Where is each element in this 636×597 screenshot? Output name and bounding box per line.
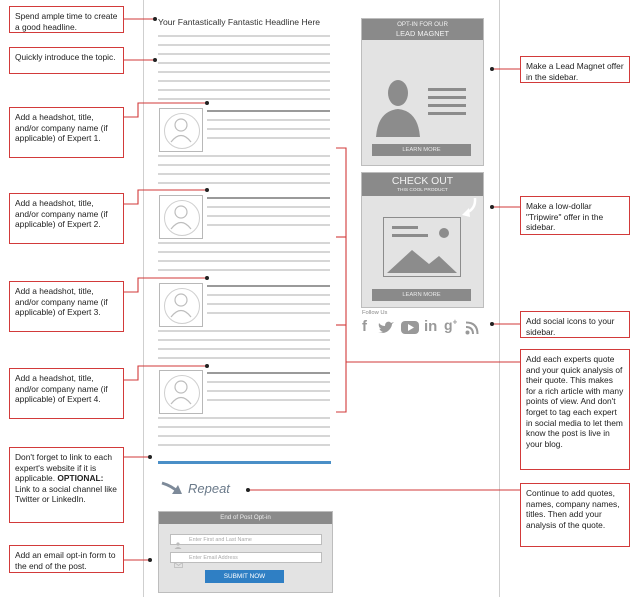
- page-headline: Your Fantastically Fantastic Headline Here: [158, 17, 321, 27]
- callout-optional-text: Link to a social channel like Twitter or LinkedIn.: [15, 483, 117, 505]
- callout-link-text: Don't forget to link to each expert's website if it is applicable.: [15, 452, 113, 484]
- callout-expert-1: Add a headshot, title, and/or company name (if applicable) of Expert 1.: [9, 107, 124, 158]
- optin-form-title: End of Post Opt-in: [159, 512, 332, 524]
- callout-optional-label: OPTIONAL:: [57, 473, 104, 484]
- callout-intro: Quickly introduce the topic.: [9, 47, 124, 74]
- submit-now-button[interactable]: SUBMIT NOW: [205, 570, 284, 583]
- callout-expert-4: Add a headshot, title, and/or company name (if applicable) of Expert 4.: [9, 368, 124, 419]
- callout-lead-magnet: Make a Lead Magnet offer in the sidebar.: [520, 56, 630, 83]
- callout-repeat: Continue to add quotes, names, company names, titles. Then add your analysis of the quote.: [520, 483, 630, 547]
- tripwire-subtitle: THIS COOL PRODUCT: [397, 188, 448, 193]
- callout-optin-form: Add an email opt-in form to the end of the post.: [9, 545, 124, 573]
- linkedin-icon[interactable]: in: [424, 318, 438, 335]
- callout-social: Add social icons to your sidebar.: [520, 311, 630, 338]
- tripwire-learn-more-button[interactable]: LEARN MORE: [372, 289, 471, 301]
- callout-expert-3: Add a headshot, title, and/or company name (if applicable) of Expert 3.: [9, 281, 124, 332]
- google-plus-icon[interactable]: g+: [444, 317, 458, 333]
- follow-us-label: Follow Us: [362, 310, 388, 316]
- tripwire-title: CHECK OUT: [391, 176, 454, 187]
- optin-email-field[interactable]: Enter Email Address: [170, 552, 322, 563]
- callout-tripwire: Make a low-dollar "Tripwire" offer in the sidebar.: [520, 196, 630, 235]
- lead-magnet-line2: LEAD MAGNET: [396, 29, 449, 38]
- optin-name-field[interactable]: Enter First and Last Name: [170, 534, 322, 545]
- facebook-icon[interactable]: f: [362, 318, 367, 335]
- repeat-label: Repeat: [188, 481, 230, 496]
- lead-magnet-learn-more-button[interactable]: LEARN MORE: [372, 144, 471, 156]
- callout-expert-analysis: Add each experts quote and your quick analysis of their quote. This makes for a rich article with many points of view. And don't forget to tag each expert in social media to let them know the post is live in your blog.: [520, 349, 630, 470]
- callout-headline: Spend ample time to create a good headline.: [9, 6, 124, 33]
- lead-magnet-line1: OPT-IN FOR OUR: [397, 21, 448, 28]
- callout-expert-2: Add a headshot, title, and/or company name (if applicable) of Expert 2.: [9, 193, 124, 244]
